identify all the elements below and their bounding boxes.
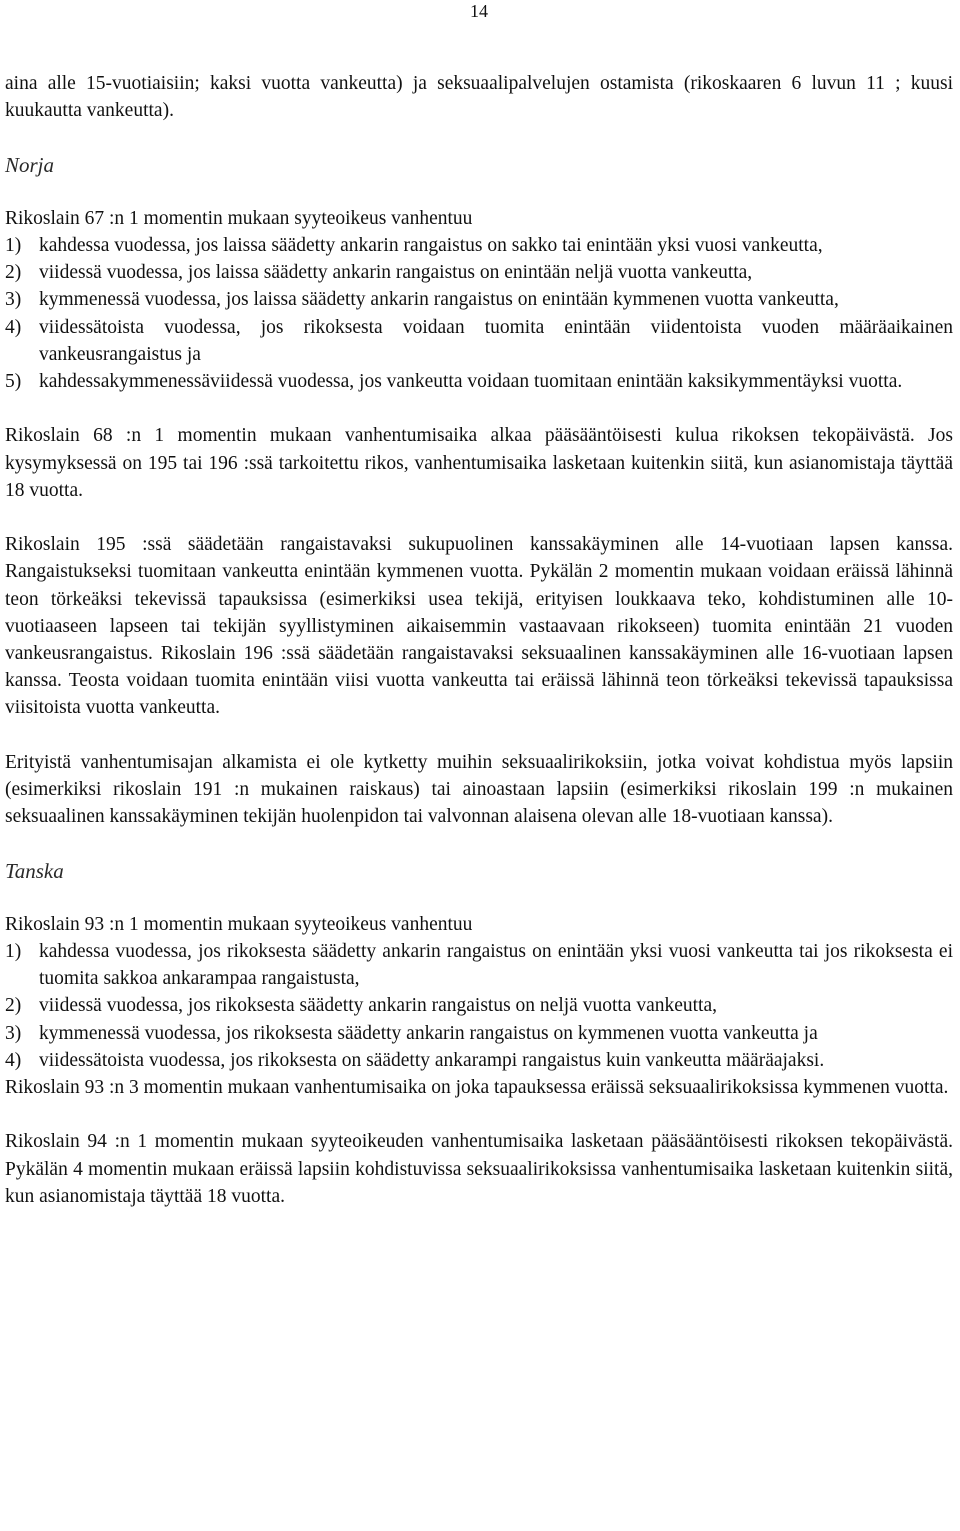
section-heading-denmark: Tanska bbox=[5, 858, 64, 883]
list-item: 1) kahdessa vuodessa, jos laissa säädetty ankarin rangaistus on sakko tai enintään yksi vuosi vankeutta, bbox=[5, 235, 823, 256]
denmark-list bbox=[5, 938, 953, 1074]
list-item: 3) kymmenessä vuodessa, jos laissa säädetty ankarin rangaistus on enintään kymmenen vuotta vankeutta, bbox=[5, 289, 839, 311]
section-heading-norway: Norja bbox=[5, 152, 55, 177]
list-item: 2) viidessä vuodessa, jos rikoksesta säädetty ankarin rangaistus on neljä vuotta vankeutta, bbox=[5, 995, 717, 1017]
list-item: 3) kymmenessä vuodessa, jos rikoksesta säädetty ankarin rangaistus on kymmenen vuotta vankeutta ja bbox=[5, 1022, 818, 1044]
list-item: 2) viidessä vuodessa, jos laissa säädetty ankarin rangaistus on enintään neljä vuotta vankeutta, bbox=[5, 262, 753, 284]
norway-paragraph-195: Rikoslain 195 :ssä säädetään rangaistavaksi sukupuolinen kanssakäyminen alle 14-vuotiaan lapsen kanssa. Rangaistukseksi tuomitaan vankeutta enintään kymmenen vuotta. Pykälän 2 momentin mukaan voidaan eräissä lähinnä teon törkeäksi tekevissä tapauksissa (esimerkiksi usea tekijä, erityisen loukkaava teko, kohdistuminen alle 10-vuotiaaseen lapseen tai tekijän syyllistyminen aikaisemmin vastaavaan rikokseen) tuomita enintään 21 vuoden vankeusrangaistus. Rikoslain 196 :ssä säädetään rangaistavaksi seksuaalinen kanssakäyminen alle 16-vuotiaan lapsen kanssa. Teosta voidaan tuomita enintään viisi vuotta vankeutta tai eräissä lähinnä teon törkeäksi tekevissä tapauksissa viisitoista vuotta vankeutta. bbox=[5, 534, 953, 719]
denmark-lead: Rikoslain 93 :n 1 momentin mukaan syyteoikeus vanhentuu bbox=[5, 913, 473, 935]
denmark-paragraph-93-3: Rikoslain 93 :n 3 momentin mukaan vanhentumisaika on joka tapauksessa eräissä seksuaalirikoksissa kymmenen vuotta. bbox=[5, 1077, 949, 1099]
list-item: 5) kahdessakymmenessäviidessä vuodessa, jos vankeutta voidaan tuomitaan enintään kaksikymmentäyksi vuotta. bbox=[5, 371, 903, 393]
document-body bbox=[5, 70, 953, 1210]
norway-list bbox=[5, 232, 953, 395]
norway-paragraph-other: Erityistä vanhentumisajan alkamista ei ole kytketty muihin seksuaalirikoksiin, jotka voivat kohdistua myös lapsiin (esimerkiksi rikoslain 191 :n mukainen raiskaus) tai ainoastaan lapsiin (esimerkiksi rikoslain 199 :n mukainen seksuaalinen kanssakäyminen tekijän huolenpidon tai valvonnan alaisena olevan alle 18-vuotiaan kanssa). bbox=[5, 751, 953, 828]
norway-paragraph-68: Rikoslain 68 :n 1 momentin mukaan vanhentumisaika alkaa pääsääntöisesti kulua rikoksen tekopäivästä. Jos kysymyksessä on 195 tai 196 :ssä tarkoitettu rikos, vanhentumisaika lasketaan kuitenkin siitä, kun asianomistaja täyttää 18 vuotta. bbox=[5, 425, 953, 501]
page-number: 14 bbox=[470, 1, 488, 21]
list-item: 4) viidessätoista vuodessa, jos rikoksesta voidaan tuomita enintään viidentoista vuoden määräaikainen vankeusrangaistus ja bbox=[5, 316, 953, 365]
norway-lead: Rikoslain 67 :n 1 momentin mukaan syyteoikeus vanhentuu bbox=[5, 207, 473, 229]
intro-paragraph: aina alle 15-vuotiaisiin; kaksi vuotta vankeutta) ja seksuaalipalvelujen ostamista (rikoskaaren 6 luvun 11 ; kuusi kuukautta vankeutta). bbox=[5, 73, 953, 122]
denmark-paragraph-94: Rikoslain 94 :n 1 momentin mukaan syyteoikeuden vanhentumisaika lasketaan pääsääntöisesti rikoksen tekopäivästä. Pykälän 4 momentin mukaan eräissä lapsiin kohdistuvissa seksuaalirikoksissa vanhentumisaika lasketaan kuitenkin siitä, kun asianomistaja täyttää 18 vuotta. bbox=[5, 1131, 953, 1207]
list-item: 4) viidessätoista vuodessa, jos rikoksesta on säädetty ankarampi rangaistus kuin vankeutta määräajaksi. bbox=[5, 1049, 825, 1071]
list-item: 1) kahdessa vuodessa, jos rikoksesta säädetty ankarin rangaistus on enintään yksi vuosi vankeutta tai jos rikoksesta ei tuomita sakkoa ankarampaa rangaistusta, bbox=[5, 941, 953, 990]
